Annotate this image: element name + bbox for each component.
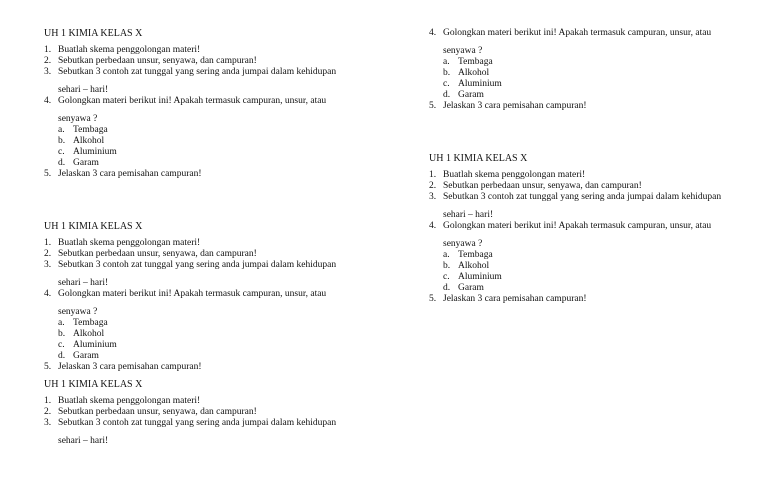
option-letter: c. [58,147,65,157]
question-1: Buatlah skema penggolongan materi! [443,170,586,180]
option-letter: b. [443,68,451,78]
question-3: Sebutkan 3 contoh zat tunggal yang sering anda jumpai dalam kehidupan [58,260,337,270]
question-5: Jelaskan 3 cara pemisahan campuran! [58,169,202,179]
question-number: 4. [429,28,437,38]
option-letter: d. [58,351,66,361]
question-4-cont: senyawa ? [443,239,483,249]
option-letter: b. [443,261,451,271]
question-number: 3. [44,67,52,77]
question-2: Sebutkan perbedaan unsur, senyawa, dan campuran! [58,56,257,66]
option-letter: d. [58,158,66,168]
question-4-cont: senyawa ? [58,307,98,317]
question-number: 4. [44,96,52,106]
question-2: Sebutkan perbedaan unsur, senyawa, dan campuran! [58,407,257,417]
option-letter: a. [58,318,65,328]
option-c: Aluminium [73,147,117,157]
question-4-cont: senyawa ? [443,46,483,56]
question-3-cont: sehari – hari! [58,278,109,288]
question-number: 1. [429,170,437,180]
question-1: Buatlah skema penggolongan materi! [58,238,201,248]
option-b: Alkohol [73,329,105,339]
question-3-cont: sehari – hari! [443,210,494,220]
question-number: 4. [429,221,437,231]
exam-title: UH 1 KIMIA KELAS X [44,28,143,39]
question-3: Sebutkan 3 contoh zat tunggal yang sering anda jumpai dalam kehidupan [58,418,337,428]
question-4: Golongkan materi berikut ini! Apakah termasuk campuran, unsur, atau [443,28,712,38]
question-number: 5. [429,294,437,304]
question-number: 1. [44,238,52,248]
option-c: Aluminium [73,340,117,350]
question-4: Golongkan materi berikut ini! Apakah termasuk campuran, unsur, atau [58,96,327,106]
question-3: Sebutkan 3 contoh zat tunggal yang sering anda jumpai dalam kehidupan [443,192,722,202]
question-number: 2. [429,181,437,191]
question-5: Jelaskan 3 cara pemisahan campuran! [443,101,587,111]
option-letter: b. [58,136,66,146]
question-1: Buatlah skema penggolongan materi! [58,396,201,406]
question-number: 2. [44,56,52,66]
option-d: Garam [458,283,484,293]
question-number: 5. [429,101,437,111]
question-3-cont: sehari – hari! [58,436,109,446]
question-number: 5. [44,169,52,179]
option-c: Aluminium [458,272,502,282]
option-b: Alkohol [458,68,490,78]
question-5: Jelaskan 3 cara pemisahan campuran! [58,362,202,372]
question-4: Golongkan materi berikut ini! Apakah termasuk campuran, unsur, atau [58,289,327,299]
option-letter: d. [443,90,451,100]
option-d: Garam [458,90,484,100]
question-number: 5. [44,362,52,372]
question-number: 1. [44,396,52,406]
question-number: 3. [44,418,52,428]
question-number: 3. [44,260,52,270]
question-number: 2. [44,407,52,417]
question-number: 2. [44,249,52,259]
option-letter: a. [443,250,450,260]
option-a: Tembaga [458,250,493,260]
question-5: Jelaskan 3 cara pemisahan campuran! [443,294,587,304]
option-a: Tembaga [458,57,493,67]
question-1: Buatlah skema penggolongan materi! [58,45,201,55]
option-letter: d. [443,283,451,293]
exam-title: UH 1 KIMIA KELAS X [44,221,143,232]
question-number: 1. [44,45,52,55]
question-4-cont: senyawa ? [58,114,98,124]
option-a: Tembaga [73,125,108,135]
question-3-cont: sehari – hari! [58,85,109,95]
exam-title: UH 1 KIMIA KELAS X [44,379,143,390]
option-letter: c. [443,272,450,282]
option-letter: b. [58,329,66,339]
question-4: Golongkan materi berikut ini! Apakah termasuk campuran, unsur, atau [443,221,712,231]
question-2: Sebutkan perbedaan unsur, senyawa, dan campuran! [58,249,257,259]
option-d: Garam [73,351,99,361]
option-a: Tembaga [73,318,108,328]
question-3: Sebutkan 3 contoh zat tunggal yang sering anda jumpai dalam kehidupan [58,67,337,77]
question-2: Sebutkan perbedaan unsur, senyawa, dan campuran! [443,181,642,191]
question-number: 3. [429,192,437,202]
question-number: 4. [44,289,52,299]
option-b: Alkohol [73,136,105,146]
option-letter: a. [58,125,65,135]
option-c: Aluminium [458,79,502,89]
option-letter: c. [443,79,450,89]
option-letter: a. [443,57,450,67]
option-b: Alkohol [458,261,490,271]
option-d: Garam [73,158,99,168]
option-letter: c. [58,340,65,350]
exam-title: UH 1 KIMIA KELAS X [429,153,528,164]
